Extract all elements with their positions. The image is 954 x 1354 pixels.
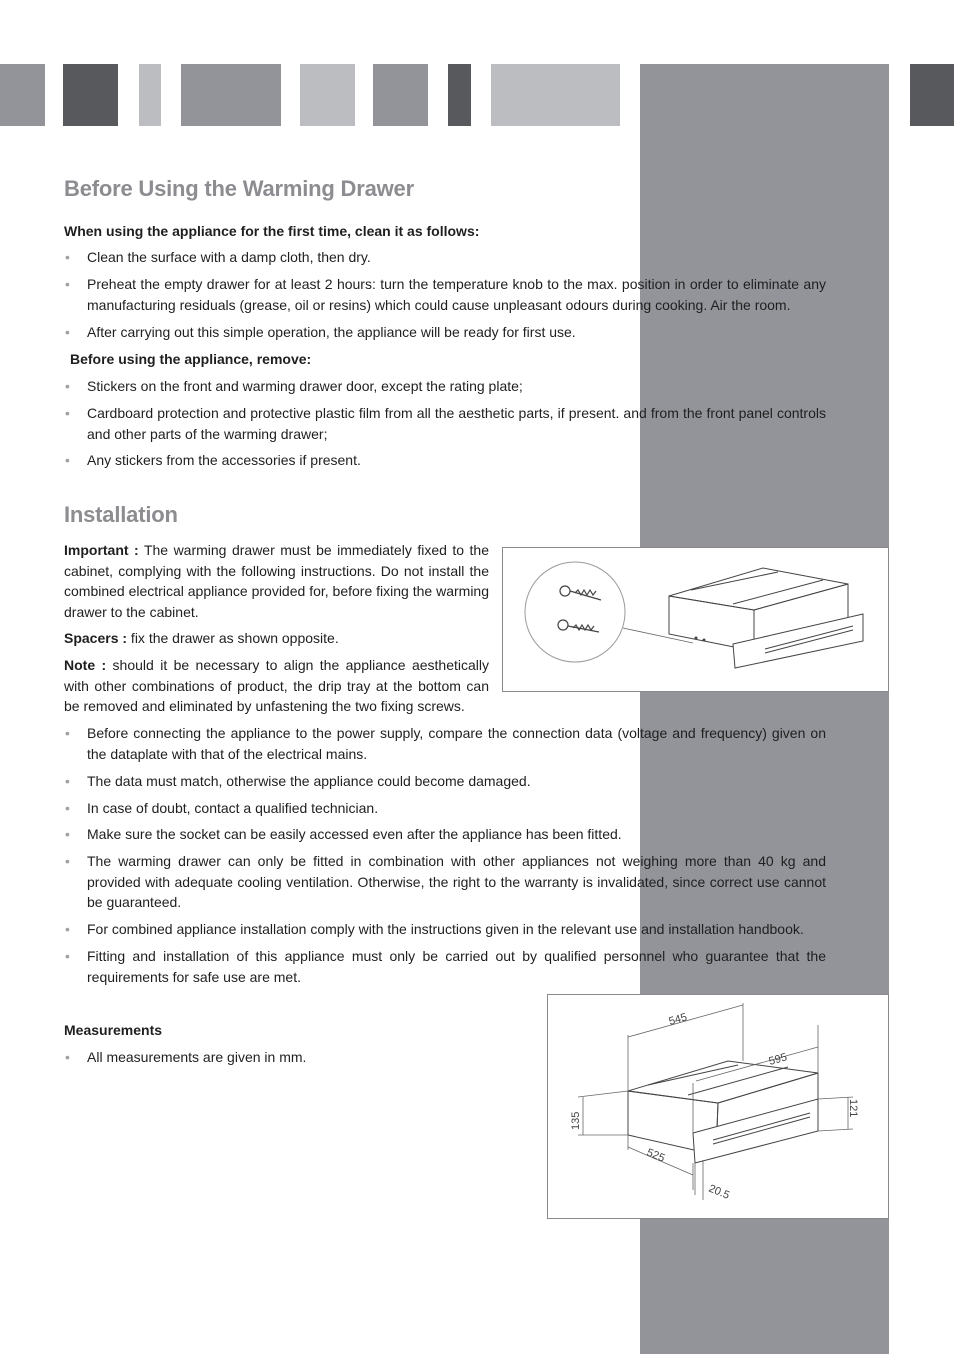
list-item: • All measurements are given in mm. <box>64 1047 504 1068</box>
important-label: Important : <box>64 542 139 558</box>
list-item: • Before connecting the appliance to the power supply, compare the connection data (voltage and frequency) given on the dataplate with that of the electrical mains. <box>64 723 826 764</box>
spacers-label: Spacers : <box>64 630 128 646</box>
dimension-label: 20.5 <box>706 1182 732 1202</box>
section-title-installation: Installation <box>64 502 178 527</box>
first-time-heading: When using the appliance for the first time, clean it as follows: <box>64 223 480 239</box>
section-title-before-using: Before Using the Warming Drawer <box>64 176 414 201</box>
measurements-heading: Measurements <box>64 1022 163 1038</box>
list-item: • Fitting and installation of this appliance must only be carried out by qualified personnel who guarantee that the requirements for safe use are met. <box>64 946 826 987</box>
warming-drawer-fixing-illustration <box>503 548 888 691</box>
important-paragraph <box>64 540 489 622</box>
header-block <box>910 64 954 126</box>
dimension-label: 545 <box>667 1011 689 1028</box>
list-item: • Cardboard protection and protective plastic film from all the aesthetic parts, if present. and from the front panel controls and other parts of the warming drawer; <box>64 403 826 444</box>
remove-heading: Before using the appliance, remove: <box>70 351 312 367</box>
header-block <box>139 64 161 126</box>
header-block <box>181 64 281 126</box>
header-block <box>300 64 355 126</box>
list-item: • Preheat the empty drawer for at least 2 hours: turn the temperature knob to the max. position in order to eliminate any manufacturing residuals (grease, oil or resins) which could cause unpleasant odours during cooking. Air the room. <box>64 274 826 315</box>
dimension-label: 525 <box>644 1146 667 1165</box>
header-block <box>0 64 45 126</box>
note-label: Note : <box>64 657 107 673</box>
dimension-label: 595 <box>767 1051 789 1068</box>
list-item: • After carrying out this simple operation, the appliance will be ready for first use. <box>64 322 826 343</box>
measurements-figure <box>547 994 889 1219</box>
list-item: • Make sure the socket can be easily accessed even after the appliance has been fitted. <box>64 824 826 845</box>
warming-drawer-dimensions-illustration <box>548 995 888 1218</box>
header-block <box>491 64 620 126</box>
header-block <box>373 64 428 126</box>
list-item: • Clean the surface with a damp cloth, then dry. <box>64 247 826 268</box>
important-text: The warming drawer must be immediately fixed to the cabinet, complying with the following instructions. Do not install the combined electrical appliance provided for, before fixing the warming drawer to the cabinet. <box>64 542 490 620</box>
dimension-label: 121 <box>847 1099 859 1118</box>
header-block <box>448 64 471 126</box>
list-item: • For combined appliance installation comply with the instructions given in the relevant use and installation handbook. <box>64 919 826 940</box>
list-item: • Any stickers from the accessories if present. <box>64 450 826 471</box>
spacers-figure <box>502 547 889 692</box>
header-block <box>63 64 118 126</box>
spacers-paragraph <box>64 628 489 649</box>
spacers-text: fix the drawer as shown opposite. <box>127 630 339 646</box>
note-paragraph <box>64 655 489 717</box>
list-item: • In case of doubt, contact a qualified technician. <box>64 798 826 819</box>
header-block <box>640 64 889 126</box>
note-text: should it be necessary to align the appliance aesthetically with other combinations of product, the drip tray at the bottom can be removed and eliminated by unfastening the two fixing screws. <box>64 657 489 714</box>
list-item: • The data must match, otherwise the appliance could become damaged. <box>64 771 826 792</box>
list-item: • The warming drawer can only be fitted in combination with other appliances not weighing more than 40 kg and provided with adequate cooling ventilation. Otherwise, the right to the warranty is invalidated, since correct use cannot be guaranteed. <box>64 851 826 913</box>
dimension-label: 135 <box>570 1111 582 1130</box>
list-item: • Stickers on the front and warming drawer door, except the rating plate; <box>64 376 826 397</box>
